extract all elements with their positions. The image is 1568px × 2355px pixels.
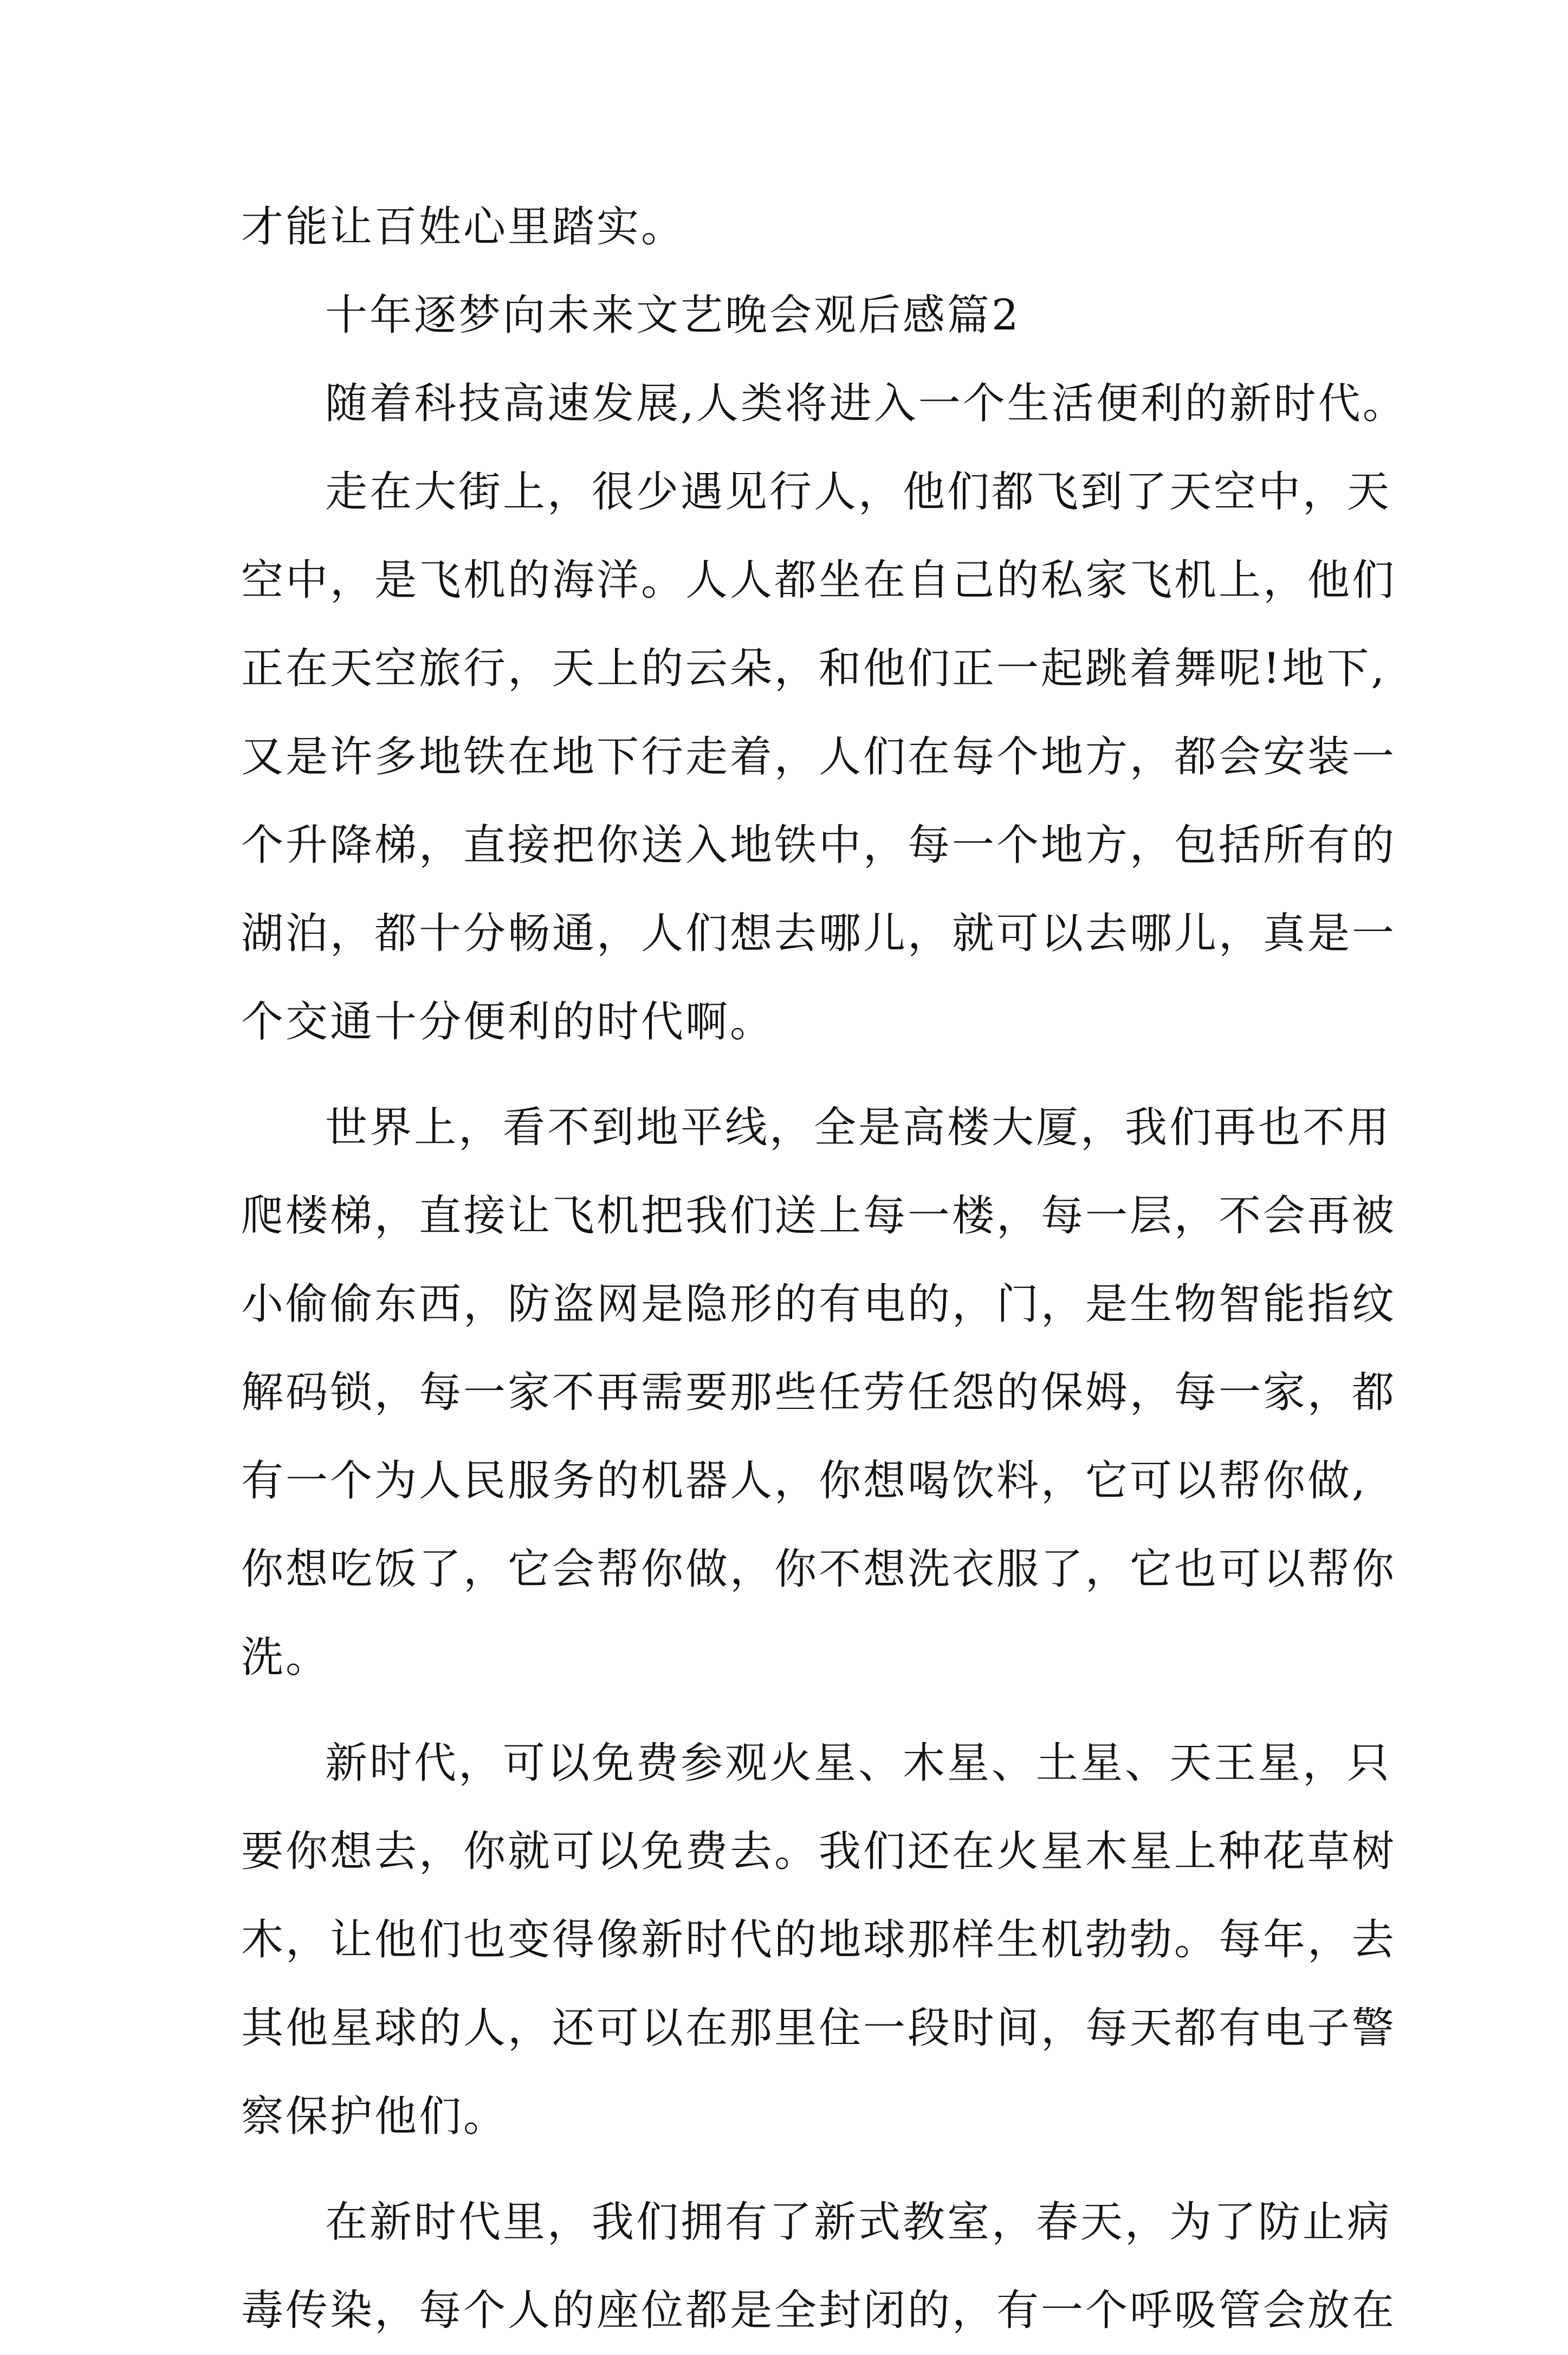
text-line: 小偷偷东西，防盗网是隐形的有电的，门，是生物智能指纹 <box>241 1280 1397 1329</box>
document-body <box>241 183 1407 2355</box>
text-line: 湖泊，都十分畅通，人们想去哪儿，就可以去哪儿，真是一 <box>241 909 1397 958</box>
text-line: 你想吃饭了，它会帮你做，你不想洗衣服了，它也可以帮你 <box>241 1545 1397 1594</box>
text-line: 随着科技高速发展,人类将进入一个生活便利的新时代。 <box>325 379 1407 428</box>
text-line: 毒传染，每个人的座位都是全封闭的，有一个呼吸管会放在 <box>241 2286 1397 2335</box>
text-line: 走在大街上，很少遇见行人，他们都飞到了天空中，天 <box>325 468 1392 516</box>
text-line: 爬楼梯，直接让飞机把我们送上每一楼，每一层，不会再被 <box>241 1192 1397 1240</box>
text-line: 个交通十分便利的时代啊。 <box>241 998 775 1046</box>
text-line: 又是许多地铁在地下行走着，人们在每个地方，都会安装一 <box>241 733 1397 781</box>
text-line: 有一个为人民服务的机器人，你想喝饮料，它可以帮你做, <box>241 1457 1368 1505</box>
text-line: 正在天空旅行，天上的云朵，和他们正一起跳着舞呢!地下, <box>241 644 1387 693</box>
text-line: 木，让他们也变得像新时代的地球那样生机勃勃。每年，去 <box>241 1916 1397 1964</box>
text-line: 新时代，可以免费参观火星、木星、土星、天王星，只 <box>325 1739 1392 1788</box>
text-line: 个升降梯，直接把你送入地铁中，每一个地方，包括所有的 <box>241 821 1397 870</box>
text-line: 其他星球的人，还可以在那里住一段时间，每天都有电子警 <box>241 2004 1397 2053</box>
text-line: 空中，是飞机的海洋。人人都坐在自己的私家飞机上，他们 <box>241 556 1397 605</box>
text-line: 才能让百姓心里踏实。 <box>241 203 686 251</box>
text-line: 世界上，看不到地平线，全是高楼大厦，我们再也不用 <box>325 1103 1392 1152</box>
text-line: 察保护他们。 <box>241 2092 508 2141</box>
section-heading: 十年逐梦向未来文艺晚会观后感篇2 <box>325 291 1021 340</box>
text-line: 洗。 <box>241 1633 331 1682</box>
text-line: 解码锁，每一家不再需要那些任劳任怨的保姆，每一家，都 <box>241 1368 1397 1417</box>
text-line: 在新时代里，我们拥有了新式教室，春天，为了防止病 <box>325 2198 1392 2247</box>
text-line: 要你想去，你就可以免费去。我们还在火星木星上种花草树 <box>241 1827 1397 1876</box>
